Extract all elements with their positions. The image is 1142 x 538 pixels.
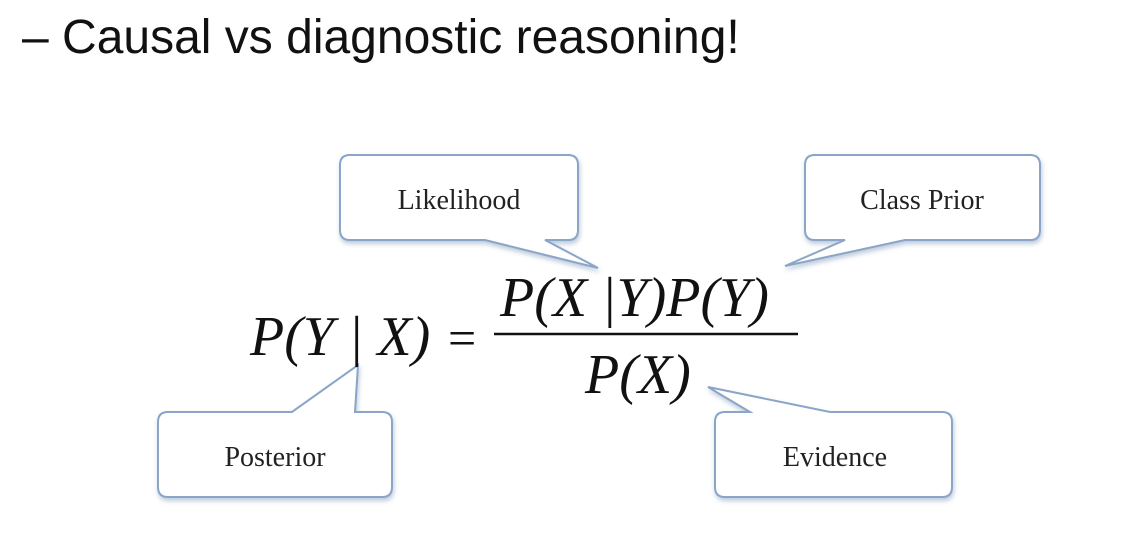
formula-equals: = xyxy=(448,310,477,366)
posterior-label: Posterior xyxy=(224,442,326,473)
evidence-label: Evidence xyxy=(782,442,888,473)
class-prior-label: Class Prior xyxy=(860,185,984,216)
slide-heading: – Causal vs diagnostic reasoning! xyxy=(22,11,740,64)
posterior-callout xyxy=(158,365,392,497)
formula-lhs: P(Y | X) xyxy=(250,306,431,368)
formula-denominator: P(X) xyxy=(585,344,691,406)
formula-numerator: P(X |Y)P(Y) xyxy=(500,267,769,329)
posterior-callout-shape xyxy=(158,365,392,497)
likelihood-label: Likelihood xyxy=(397,185,521,216)
